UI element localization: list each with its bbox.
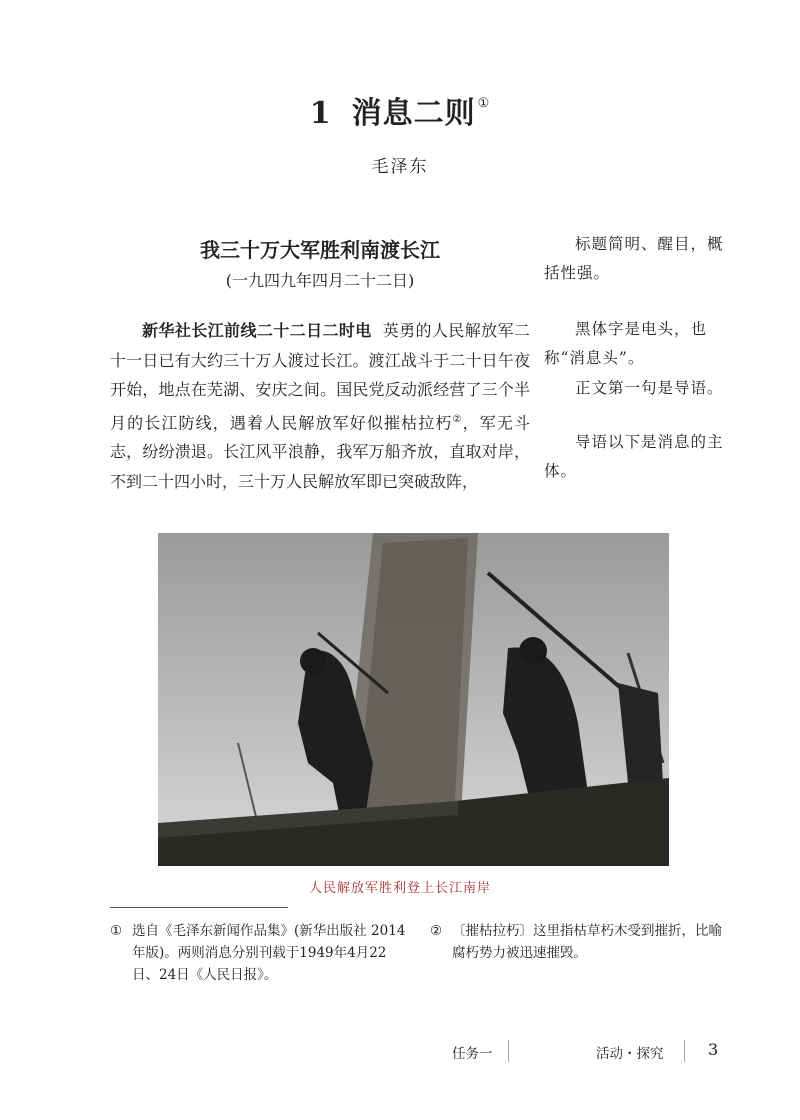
article-date: (一九四九年四月二十二日) [225,271,415,290]
photo-caption: 人民解放军胜利登上长江南岸 [308,881,491,896]
lesson-footnote-ref: ① [477,96,491,111]
lesson-number: 1 [309,96,332,131]
page-number: 3 [708,1040,719,1059]
footer-separator [684,1040,685,1062]
side-note: 导语以下是消息的主体。 [544,433,724,480]
footnote-line: 年版)。两则消息分别刊载于1949年4月22 [132,945,387,961]
body-text-part2: ，军无斗志，纷纷溃退。长江风平浪静，我军万船齐放，直取对岸，不到二十四小时，三十万人民解放军即已突破敌阵， [110,412,530,491]
footnote-2 [430,920,730,964]
footnote-divider [110,907,288,908]
footnote-line: 〔摧枯拉朽〕这里指枯草朽木受到摧折，比喻 [452,923,722,939]
side-note: 正文第一句是导语。 [575,379,724,397]
body-text-part1: 英勇的人民解放军二十一日已有大约三十万人渡过长江。渡江战斗于二十日午夜开始，地点在芜湖、安庆之间。国民党反动派经营了三个半月的长江防线，遇着人民解放军好似摧枯拉朽 [110,321,530,432]
dateline: 新华社长江前线二十二日二时电 [142,321,372,340]
footnote-mark: ① [110,923,123,939]
footnote-mark: ② [430,923,443,939]
side-note: 标题简明、醒目，概括性强。 [544,235,724,282]
body-footnote-ref: ② [452,413,463,425]
photo-illustration [158,533,669,866]
footnote-line: 日、24日《人民日报》。 [132,967,278,983]
footer-activity-label: 活动・探究 [596,1046,664,1062]
article-body [110,316,530,496]
lesson-title [0,88,800,132]
footnote-1 [110,920,408,986]
historical-photo [158,533,669,866]
author-name: 毛泽东 [371,157,429,177]
footnote-line: 选自《毛泽东新闻作品集》(新华出版社 2014 [132,923,406,939]
footer-task-label: 任务一 [452,1046,493,1062]
footer-separator [508,1040,509,1062]
footnote-line: 腐朽势力被迅速摧毁。 [452,945,587,961]
side-note: 黑体字是电头，也称“消息头”。 [544,320,708,367]
lesson-title-text: 消息二则 [351,96,476,131]
article-headline: 我三十万大军胜利南渡长江 [200,238,440,262]
